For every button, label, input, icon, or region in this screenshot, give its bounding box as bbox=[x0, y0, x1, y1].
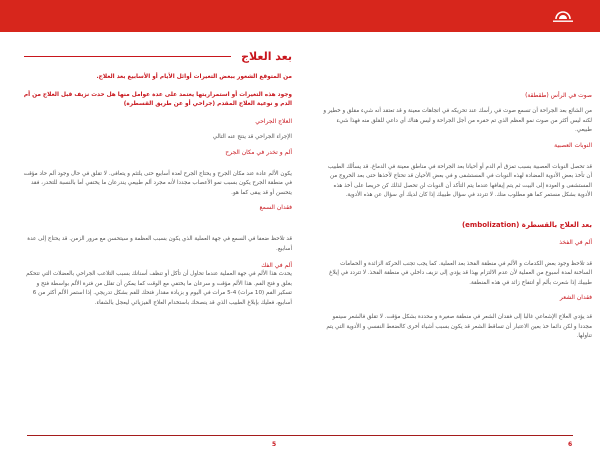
sun-arch-logo-icon bbox=[552, 8, 574, 24]
section-heading: النوبات العصبية bbox=[554, 141, 592, 149]
page-5 bbox=[22, 50, 292, 314]
page-number: 5 bbox=[272, 441, 277, 448]
section-heading: ألم في الفخذ bbox=[559, 238, 592, 246]
section-heading: فقدان الشعر bbox=[559, 294, 592, 301]
section-text: قد تحصل النوبات العصبية بسبب تمزق أم الدم أو أحيانا بعد الجراحة في مناطق معينة في الدماغ. قد يسألك الطبيب أن تأخذ بعض الأدوية المضادة لهذه النوبات في المستشفى و في بعض الأحيان قد تحتاج لأخذها حتى بعد الخروج من المستشفى و العودة إلى البيت ثم يتم إيقافها عندما يتم التأكد أن النوبات لن تحصل لذلك كن حريصا على أخذ هذه الأدوية بشكل مستمر كما هو مطلوب منك. لا تتردد في سؤال طبيبك إذا كان لديك أي سؤال عن هذه الأدوية. bbox=[327, 163, 592, 198]
section-heading: فقدان السمع bbox=[259, 204, 292, 211]
page-6 bbox=[322, 92, 592, 348]
section-text: يكون الألم عادة عند مكان الجرح و يحتاج الجرح لعدة أسابيع حتى يلتئم و يتعافى. لا تقلق في حال وجود ألم حاد مؤقت في منطقة الجرح يكون بسبب نمو الأعصاب مجددا لأنه مجرد ألم طبيعي يندرعان ما يختفي أما بالنسبة للتخدر، فقد يتحسن أو قد يبقى كما هو. bbox=[23, 170, 292, 196]
section-heading: ألم و تخدر في مكان الجرح bbox=[225, 148, 292, 156]
header-bar bbox=[0, 0, 600, 32]
section-text: يحدث هذا الألم في جهة العملية عندما تحاول أن تأكل أو تنظف أسنانك بسبب التلاعب الجراحي بالعضلات التي تتحكم بغلق و فتح الفم. هذا الألم مؤقت و سرعان ما يختفي مع الوقت كما يمكن أن تقلل من فترة الألم بواسطة فتح و تسكير الفم (10 مرات) 4-5 مرات في اليوم و بزيادة مقدار فتحك للفم بشكل تدريجي. إذا استمر الألم أكثر من 6 أسابيع، فعليك بإبلاغ الطبيب الذي قد ينصحك باستخدام العلاج الفيزيائي ليعجل بالشفاء. bbox=[26, 271, 292, 306]
section-text: قد تلاحظ وجود بعض الكدمات و الألم في منطقة الفخذ بعد العملية. كما يجب تجنب الحركة الزائدة و الحمامات الساخنة لمدة أسبوع من العملية لأن عدم الالتزام بهذا قد يؤدي إلى نزيف داخلي في منطقة الفخذ. لا تتردد في إبلاغ طبيبك إذا شعرت بألم أو انتفاخ زائد في هذه المنطقة. bbox=[329, 260, 592, 286]
embolization-heading: بعد العلاج بالقسطرة (embolization) bbox=[461, 220, 592, 229]
section-heading: صوت في الرأس (طقطقة) bbox=[525, 92, 592, 99]
section-heading: العلاج الجراحي bbox=[255, 118, 292, 125]
section-text: قد تلاحظ ضعفا في السمع في جهة العملية الذي يكون بسبب العظمة و سيتحسن مع مرور الزمن. قد يحتاج إلى عدة أسابيع. bbox=[27, 236, 292, 252]
section-text: قد يؤدي العلاج الإشعاعي غالبا إلى فقدان الشعر في منطقة صغيرة و محددة بشكل مؤقت. لا تقلق فالشعر سينمو مجددا و لكن دائما خذ بعين الاعتبار أن تساقط الشعر قد يكون بسبب أشياء أخرى كالضغط النفسي و الأدوية التي يتم تناولها. bbox=[326, 314, 592, 339]
intro-paragraph: وجود هذه التغيرات أو استمراريتها يعتمد على عدة عوامل منها هل حدث نزيف قبل العلاج من أم الدم و نوعية العلاج المقدم (جراحي أو عن طريق القسطرة) bbox=[23, 92, 292, 107]
footer-rule bbox=[27, 435, 300, 436]
section-heading: ألم في الفك bbox=[261, 262, 292, 269]
section-text: من الشائع بعد الجراحة أن تسمع صوت في رأسك عند تحريكه في اتجاهات معينة و قد تعتقد أنه شيء مقلق و خطير و لكنه ليس أكثر من صوت نمو العظم الذي تم حفره من أجل الجراحة و ليس هناك أي داعي للقلق منه فهذا شيء طبيعي. bbox=[323, 108, 592, 133]
title-text: بعد العلاج bbox=[241, 50, 292, 63]
intro-paragraph: من المتوقع الشعور ببعض التغيرات أوائل الأيام أو الأسابيع بعد العلاج. bbox=[96, 74, 292, 80]
footer-rule bbox=[300, 435, 573, 436]
page-number: 6 bbox=[568, 441, 573, 448]
title-rule bbox=[24, 56, 231, 57]
section-text: الإجراء الجراحي قد ينتج عنه التالي bbox=[212, 134, 292, 140]
page-title bbox=[22, 50, 292, 63]
